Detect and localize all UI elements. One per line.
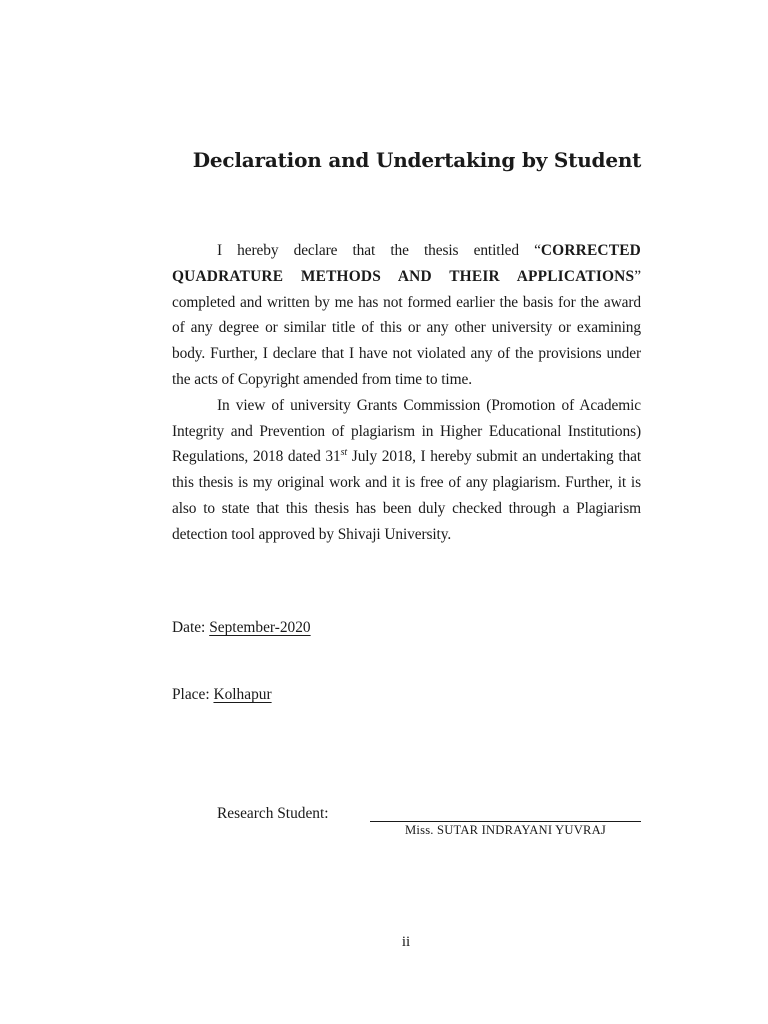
page-number: ii [401,934,411,950]
research-student-label: Research Student: [217,805,329,822]
student-name: Miss. SUTAR INDRAYANI YUVRAJ [405,823,606,837]
date-label: Date: [172,619,206,636]
ordinal-superscript: st [340,447,348,459]
declaration-body [172,238,641,548]
place-label: Place: [172,686,210,703]
paragraph-intro: I hereby declare that the thesis entitled “ [217,242,541,259]
thesis-title: CORRECTED QUADRATURE METHODS AND THEIR APPLICATIONS [172,242,641,285]
date-line [172,619,311,637]
date-value: September-2020 [209,619,311,636]
place-value: Kolhapur [213,686,272,703]
undertaking-text-part1: In view of university Grants Commission (Promotion of Academic Integrity and Prevention of plagiarism in Higher Educational Institutions) Regulations, 2018 dated 31 [172,396,641,466]
paragraph-rest: ” completed and written by me has not formed earlier the basis for the award of any degree or similar title of this or any other university or examining body. Further, I declare that I have not violated any of the provisions under the acts of Copyright amended from time to time. [172,267,641,388]
page-title: Declaration and Undertaking by Student [192,148,642,172]
undertaking-paragraph [172,393,641,548]
undertaking-text-part2: July 2018, I hereby submit an undertaking that this thesis is my original work and it is free of any plagiarism. Further, it is also to state that this thesis has been duly checked through a Plagiarism detection tool approved by Shivaji University. [172,448,641,543]
declaration-paragraph [172,238,641,393]
signature-line [370,821,641,822]
place-line [172,686,272,704]
